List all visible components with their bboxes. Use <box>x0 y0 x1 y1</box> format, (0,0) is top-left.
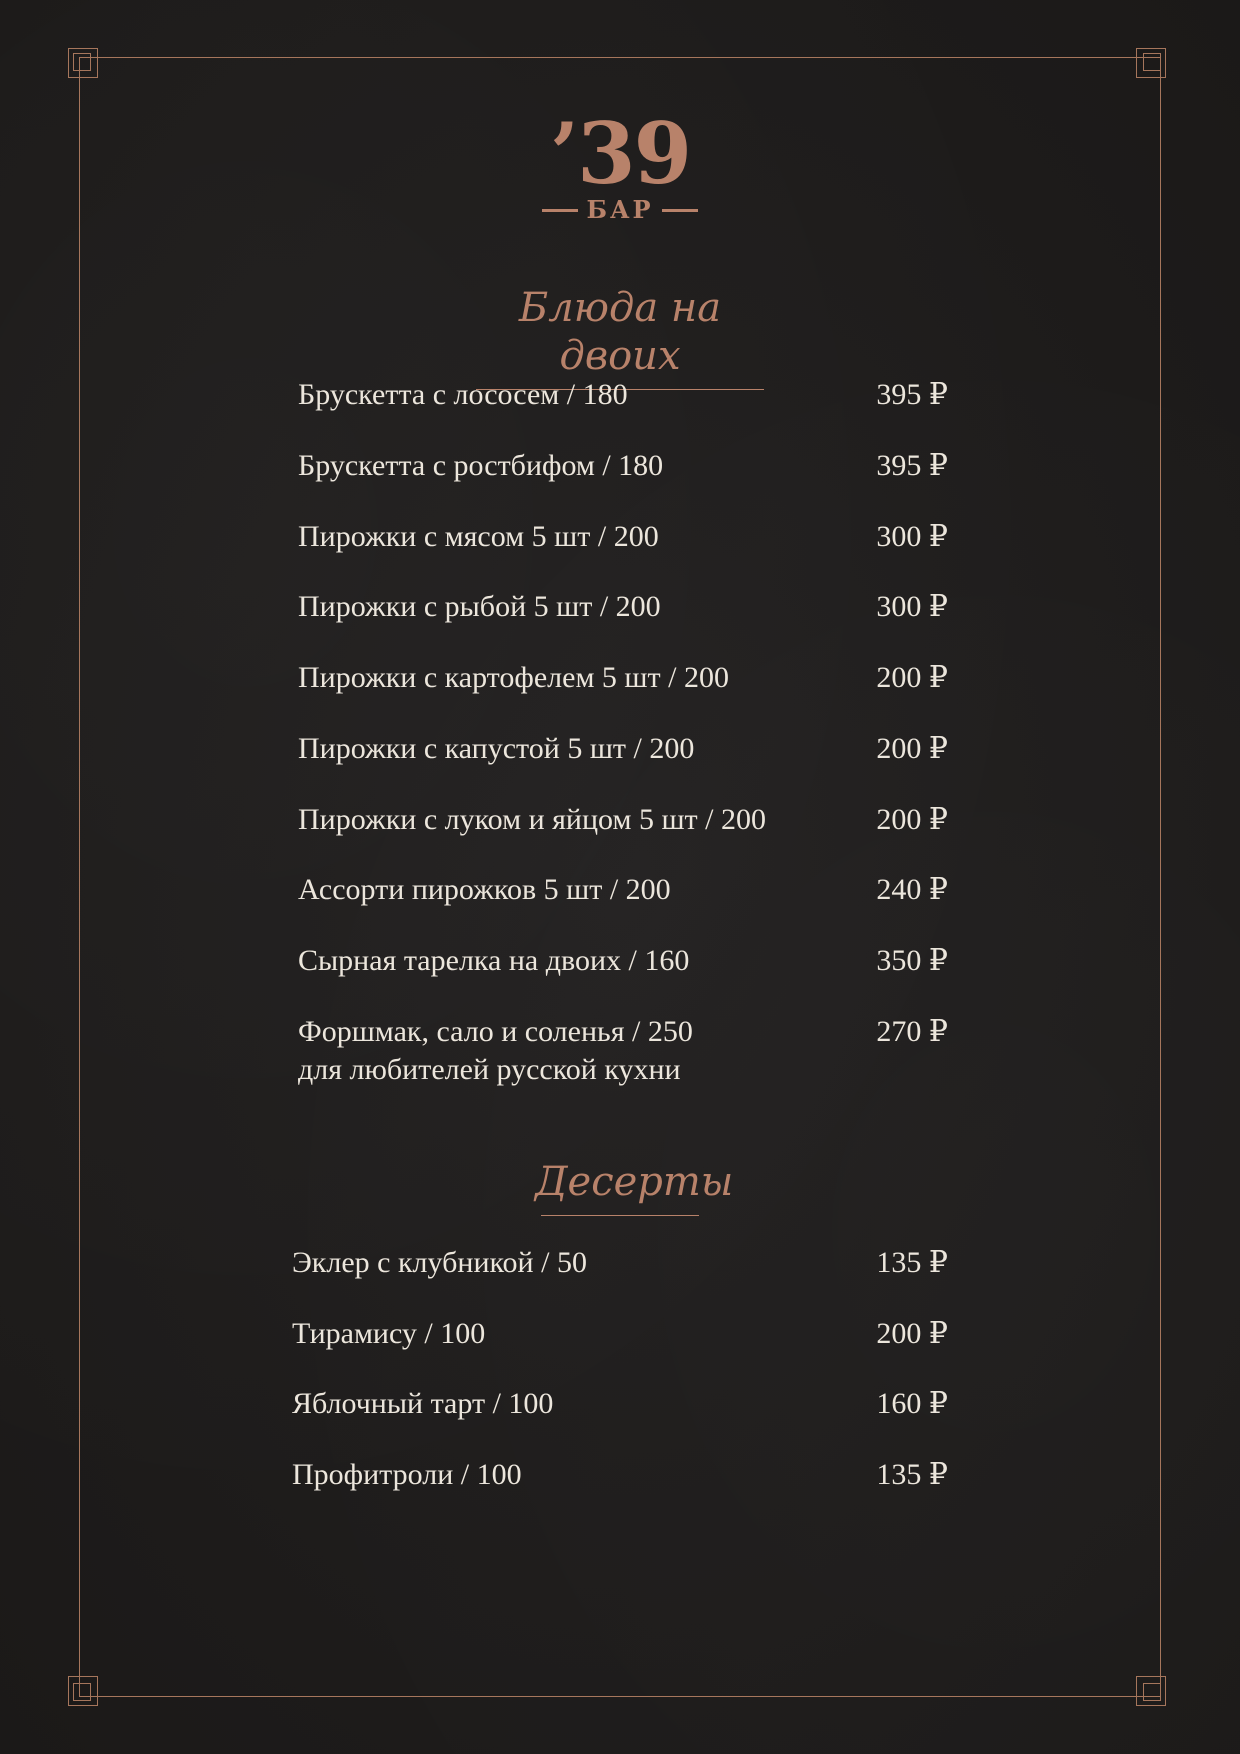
menu-item-name: Пирожки с капустой 5 шт / 200 <box>298 732 695 765</box>
menu-item <box>298 1014 948 1090</box>
menu-item-price: 300 ₽ <box>876 520 948 553</box>
frame-corner-ornament <box>1136 1676 1166 1706</box>
menu-item <box>292 1386 948 1422</box>
menu-item <box>298 872 948 908</box>
section-title-text: Десерты <box>535 1159 734 1205</box>
menu-item-name: Брускетта с лососем / 180 <box>298 378 628 411</box>
menu-item-price: 135 ₽ <box>876 1458 948 1491</box>
menu-item-name: Пирожки с мясом 5 шт / 200 <box>298 520 659 553</box>
menu-item-name: Форшмак, сало и соленья / 250 <box>298 1015 693 1048</box>
menu-item <box>298 731 948 767</box>
menu-item-name: Пирожки с рыбой 5 шт / 200 <box>298 590 661 623</box>
menu-item-price: 300 ₽ <box>876 590 948 623</box>
menu-item-price: 200 ₽ <box>876 1317 948 1350</box>
logo-word: БАР <box>586 195 654 224</box>
menu-item-price: 395 ₽ <box>876 378 948 411</box>
menu-item-price: 270 ₽ <box>876 1015 948 1048</box>
section-title-dishes-for-two <box>470 284 770 380</box>
menu-item <box>298 660 948 696</box>
menu-item-name: Тирамису / 100 <box>292 1317 486 1350</box>
menu-item-price: 395 ₽ <box>876 449 948 482</box>
menu-item-price: 200 ₽ <box>876 661 948 694</box>
menu-item <box>292 1457 948 1493</box>
menu-item-price: 200 ₽ <box>876 803 948 836</box>
menu-item <box>298 943 948 979</box>
menu-item-name: Пирожки с луком и яйцом 5 шт / 200 <box>298 803 767 836</box>
menu-item-name: Яблочный тарт / 100 <box>292 1387 554 1420</box>
section-title-underline <box>541 1215 699 1217</box>
section-title-text: Блюда на двоих <box>518 285 722 379</box>
menu-item-price: 200 ₽ <box>876 732 948 765</box>
menu-item-note: для любителей русской кухни <box>298 1053 681 1086</box>
menu-item <box>292 1316 948 1352</box>
menu-item-name: Брускетта с ростбифом / 180 <box>298 449 664 482</box>
logo-number: ’39 <box>549 104 691 203</box>
bar-logo <box>520 104 720 224</box>
menu-item <box>292 1245 948 1281</box>
menu-item <box>298 448 948 484</box>
menu-item-name: Эклер с клубникой / 50 <box>292 1246 587 1279</box>
frame-corner-ornament <box>1136 48 1166 78</box>
frame-corner-ornament <box>68 48 98 78</box>
menu-item <box>298 519 948 555</box>
menu-item <box>298 802 948 838</box>
section-title-desserts <box>535 1158 734 1206</box>
logo-rule-right <box>662 209 698 212</box>
frame-corner-ornament <box>68 1676 98 1706</box>
menu-item <box>298 377 948 413</box>
menu-item <box>298 589 948 625</box>
menu-item-price: 135 ₽ <box>876 1246 948 1279</box>
menu-item-name: Сырная тарелка на двоих / 160 <box>298 944 690 977</box>
menu-item-price: 350 ₽ <box>876 944 948 977</box>
menu-item-name: Ассорти пирожков 5 шт / 200 <box>298 873 671 906</box>
menu-item-name: Профитроли / 100 <box>292 1458 522 1491</box>
menu-item-price: 240 ₽ <box>876 873 948 906</box>
menu-item-name: Пирожки с картофелем 5 шт / 200 <box>298 661 729 694</box>
menu-item-price: 160 ₽ <box>876 1387 948 1420</box>
logo-rule-left <box>542 209 578 212</box>
